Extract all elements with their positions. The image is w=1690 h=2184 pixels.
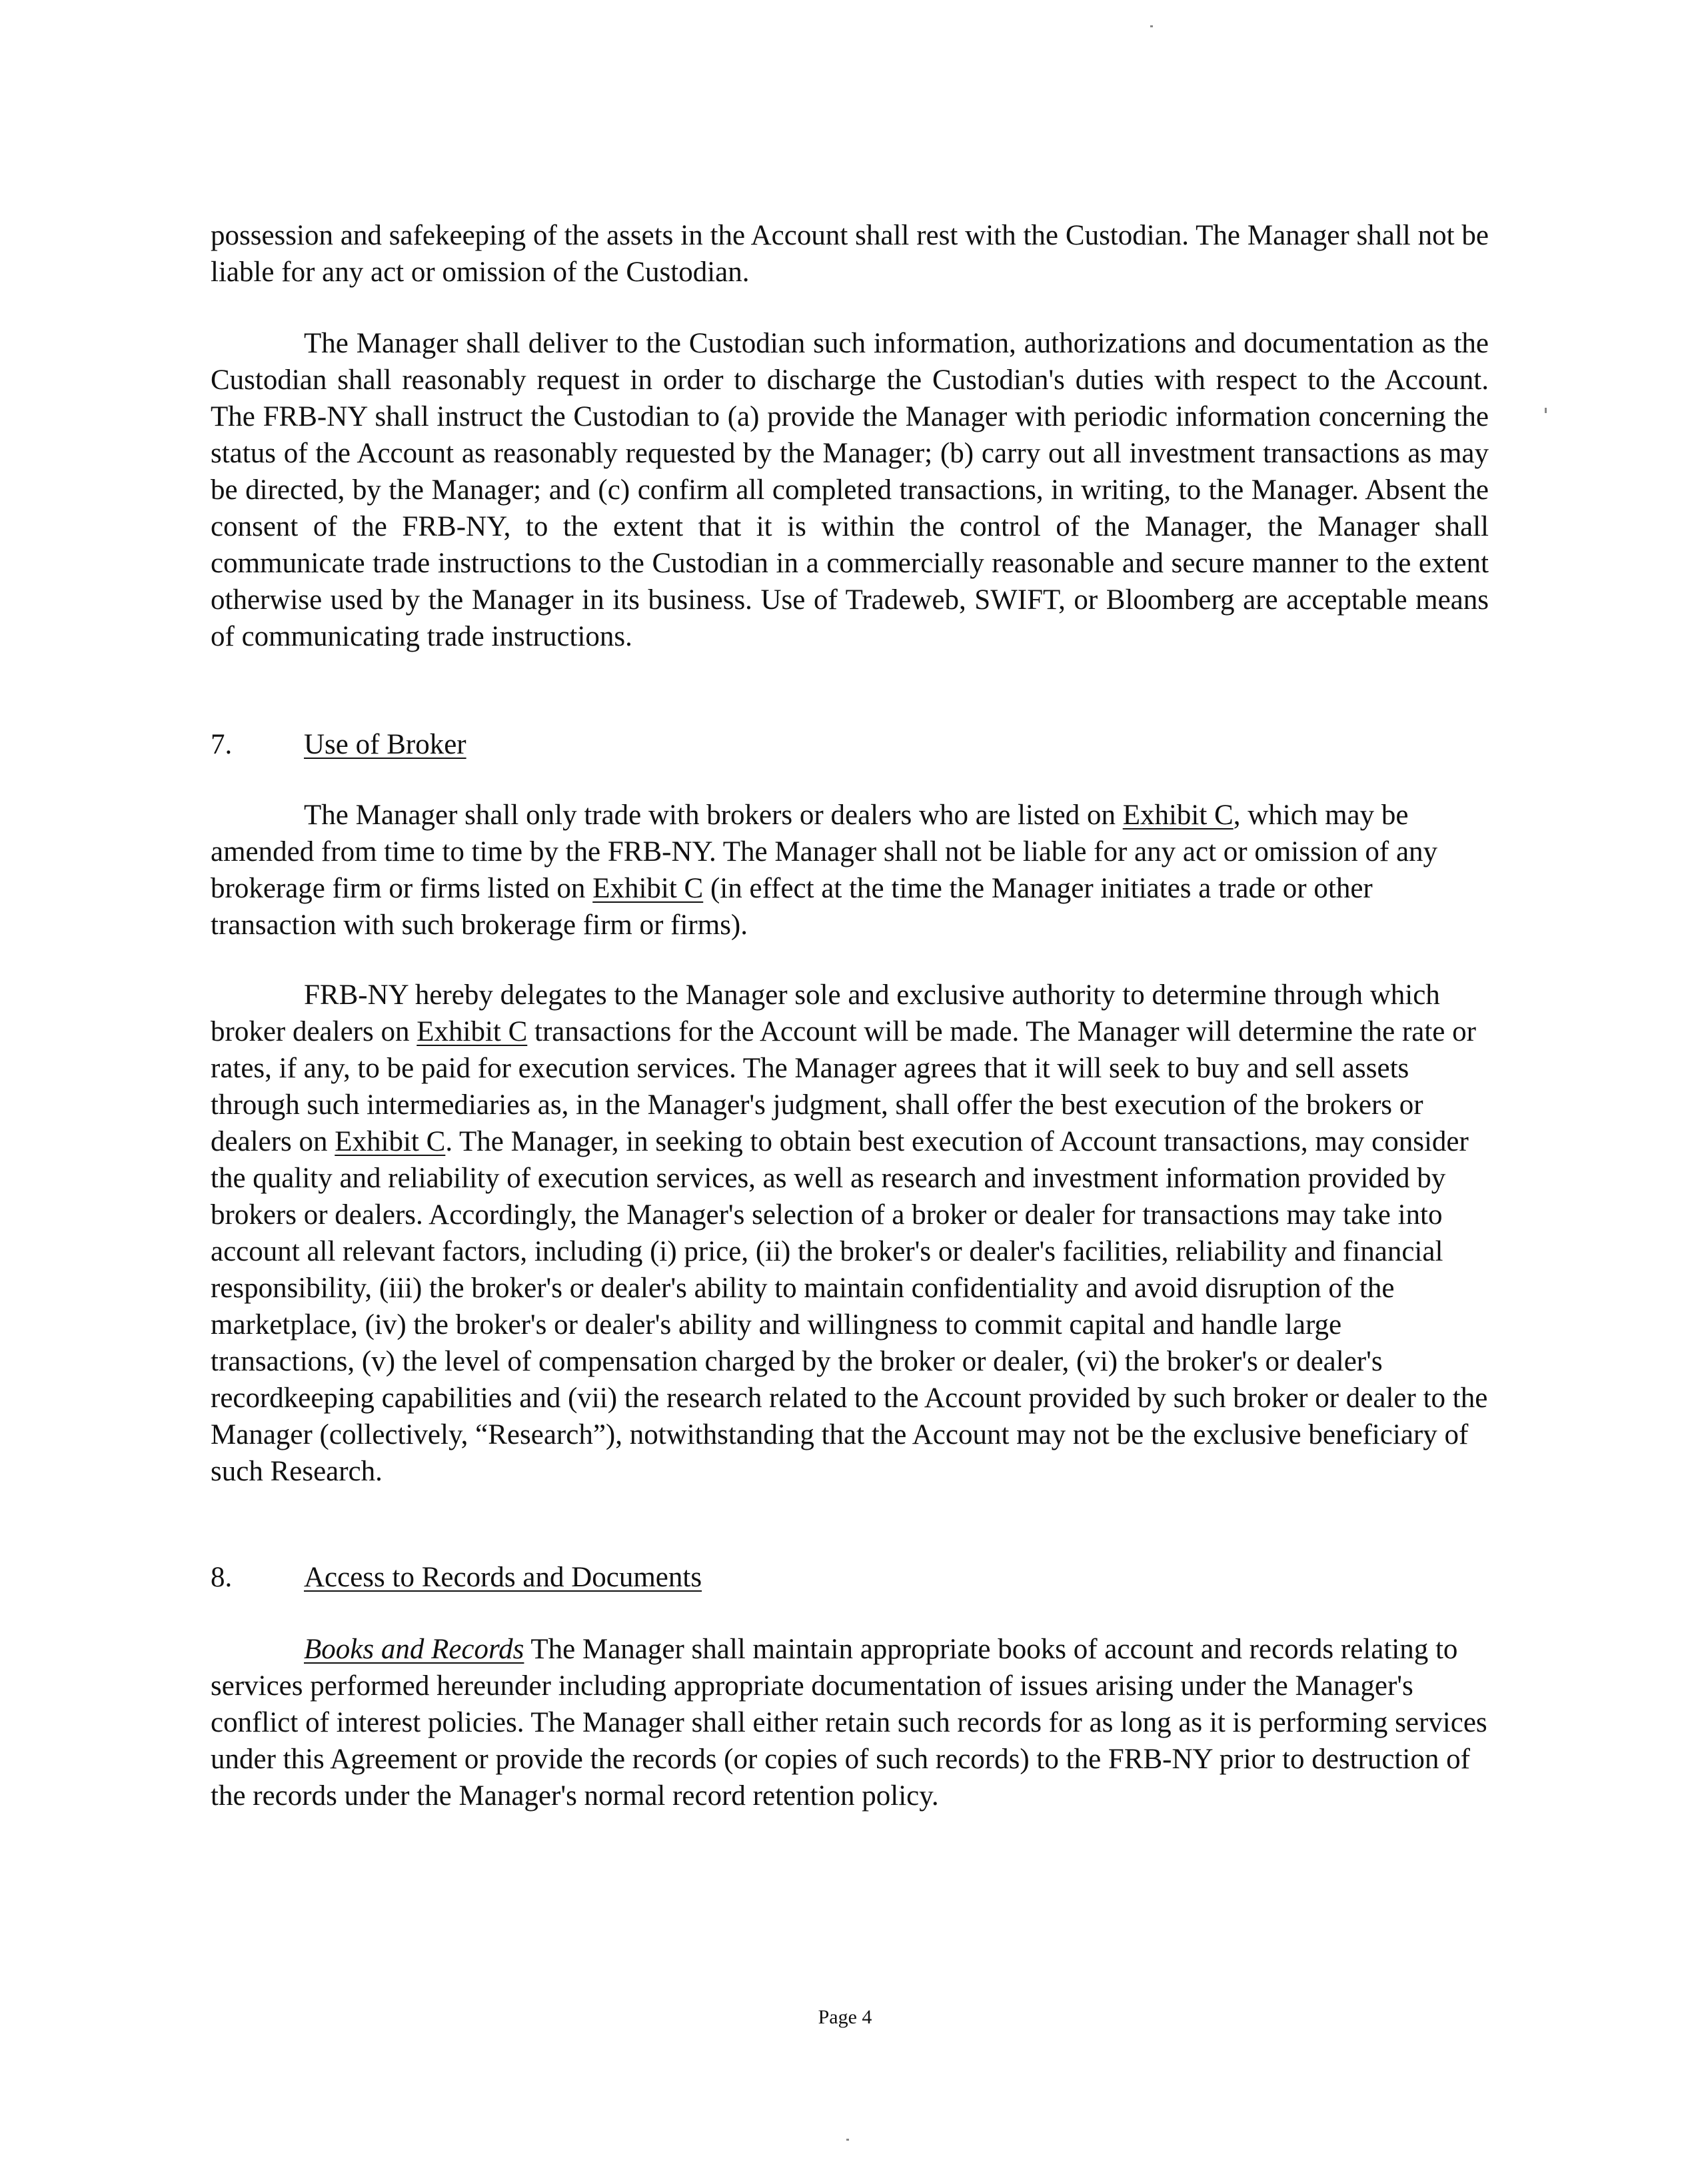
- section-number: 7.: [211, 729, 233, 760]
- paragraph-custody-text: possession and safekeeping of the assets in the Account shall rest with the Custodian. The Manager shall not be liable for any act or omission of the Custodian.: [211, 220, 1489, 288]
- scan-speck: [1545, 408, 1547, 413]
- paragraph-deliver-text: The Manager shall deliver to the Custodian such information, authorizations and documentation as the Custodian shall reasonably request in order to discharge the Custodian's duties with respect to the Account. The FRB-NY shall instruct the Custodian to (a) provide the Manager with periodic information concerning the status of the Account as reasonably requested by the Manager; (b) carry out all investment transactions as may be directed, by the Manager; and (c) confirm all completed transactions, in writing, to the Manager. Absent the consent of the FRB-NY, to the extent that it is within the control of the Manager, the Manager shall communicate trade instructions to the Custodian in a commercially reasonable and secure manner to the extent otherwise used by the Manager in its business. Use of Tradeweb, SWIFT, or Bloomberg are acceptable means of communicating trade instructions.: [211, 328, 1489, 652]
- section-heading-use-of-broker: [211, 726, 466, 763]
- section-title: Access to Records and Documents: [304, 1562, 702, 1593]
- section-number: 8.: [211, 1562, 233, 1593]
- paragraph-delegates-text: transactions for the Account will be made. The Manager will determine the rate or rates, if any, to be paid for execution services. The Manager agrees that it will seek to buy and sell assets through such intermediaries as, in the Manager's judgment, shall offer the best execution of the brokers or dealers on: [211, 1016, 1476, 1157]
- exhibit-c-reference: Exhibit C: [592, 873, 704, 904]
- section-title: Use of Broker: [304, 729, 466, 760]
- section-heading-access-to-records: [211, 1559, 702, 1596]
- scan-speck: [846, 2139, 849, 2141]
- exhibit-c-reference: Exhibit C: [335, 1126, 446, 1157]
- paragraph-delegates: [211, 977, 1489, 1490]
- exhibit-c-reference: Exhibit C: [1122, 800, 1234, 831]
- exhibit-c-reference: Exhibit C: [417, 1016, 528, 1047]
- paragraph-custody: [211, 217, 1489, 290]
- paragraph-delegates-text: . The Manager, in seeking to obtain best execution of Account transactions, may consider the quality and reliability of execution services, as well as research and investment information provided by brokers or dealers. Accordingly, the Manager's selection of a broker or dealer for transactions may take into account all relevant factors, including (i) price, (ii) the broker's or dealer's facilities, reliability and financial responsibility, (iii) the broker's or dealer's ability to maintain confidentiality and avoid disruption of the marketplace, (iv) the broker's or dealer's ability and willingness to commit capital and handle large transactions, (v) the level of compensation charged by the broker or dealer, (vi) the broker's or dealer's recordkeeping capabilities and (vii) the research related to the Account provided by such broker or dealer to the Manager (collectively, “Research”), notwithstanding that the Account may not be the exclusive beneficiary of such Research.: [211, 1126, 1488, 1487]
- paragraph-books-and-records: [211, 1631, 1489, 1814]
- paragraph-brokers-text: , which may be amended from time to time by the FRB-NY. The Manager shall not be liable for any act or omission of any brokerage firm or firms listed on: [211, 800, 1438, 904]
- books-and-records-lead: Books and Records: [304, 1634, 524, 1665]
- paragraph-brokers: [211, 797, 1489, 943]
- page-number: Page 4: [818, 2006, 872, 2028]
- paragraph-brokers-text: (in effect at the time the Manager initiates a trade or other transaction with such brokerage firm or firms).: [211, 873, 1373, 941]
- paragraph-books-text: The Manager shall maintain appropriate books of account and records relating to services performed hereunder including appropriate documentation of issues arising under the Manager's conflict of interest policies. The Manager shall either retain such records for as long as it is performing services under this Agreement or provide the records (or copies of such records) to the FRB-NY prior to destruction of the records under the Manager's normal record retention policy.: [211, 1634, 1487, 1812]
- paragraph-brokers-text: The Manager shall only trade with brokers or dealers who are listed on: [304, 800, 1123, 831]
- paragraph-delegates-text: FRB-NY hereby delegates to the Manager sole and exclusive authority to determine through which broker dealers on: [211, 979, 1440, 1047]
- paragraph-deliver: [211, 325, 1489, 655]
- scan-speck: [1150, 25, 1153, 27]
